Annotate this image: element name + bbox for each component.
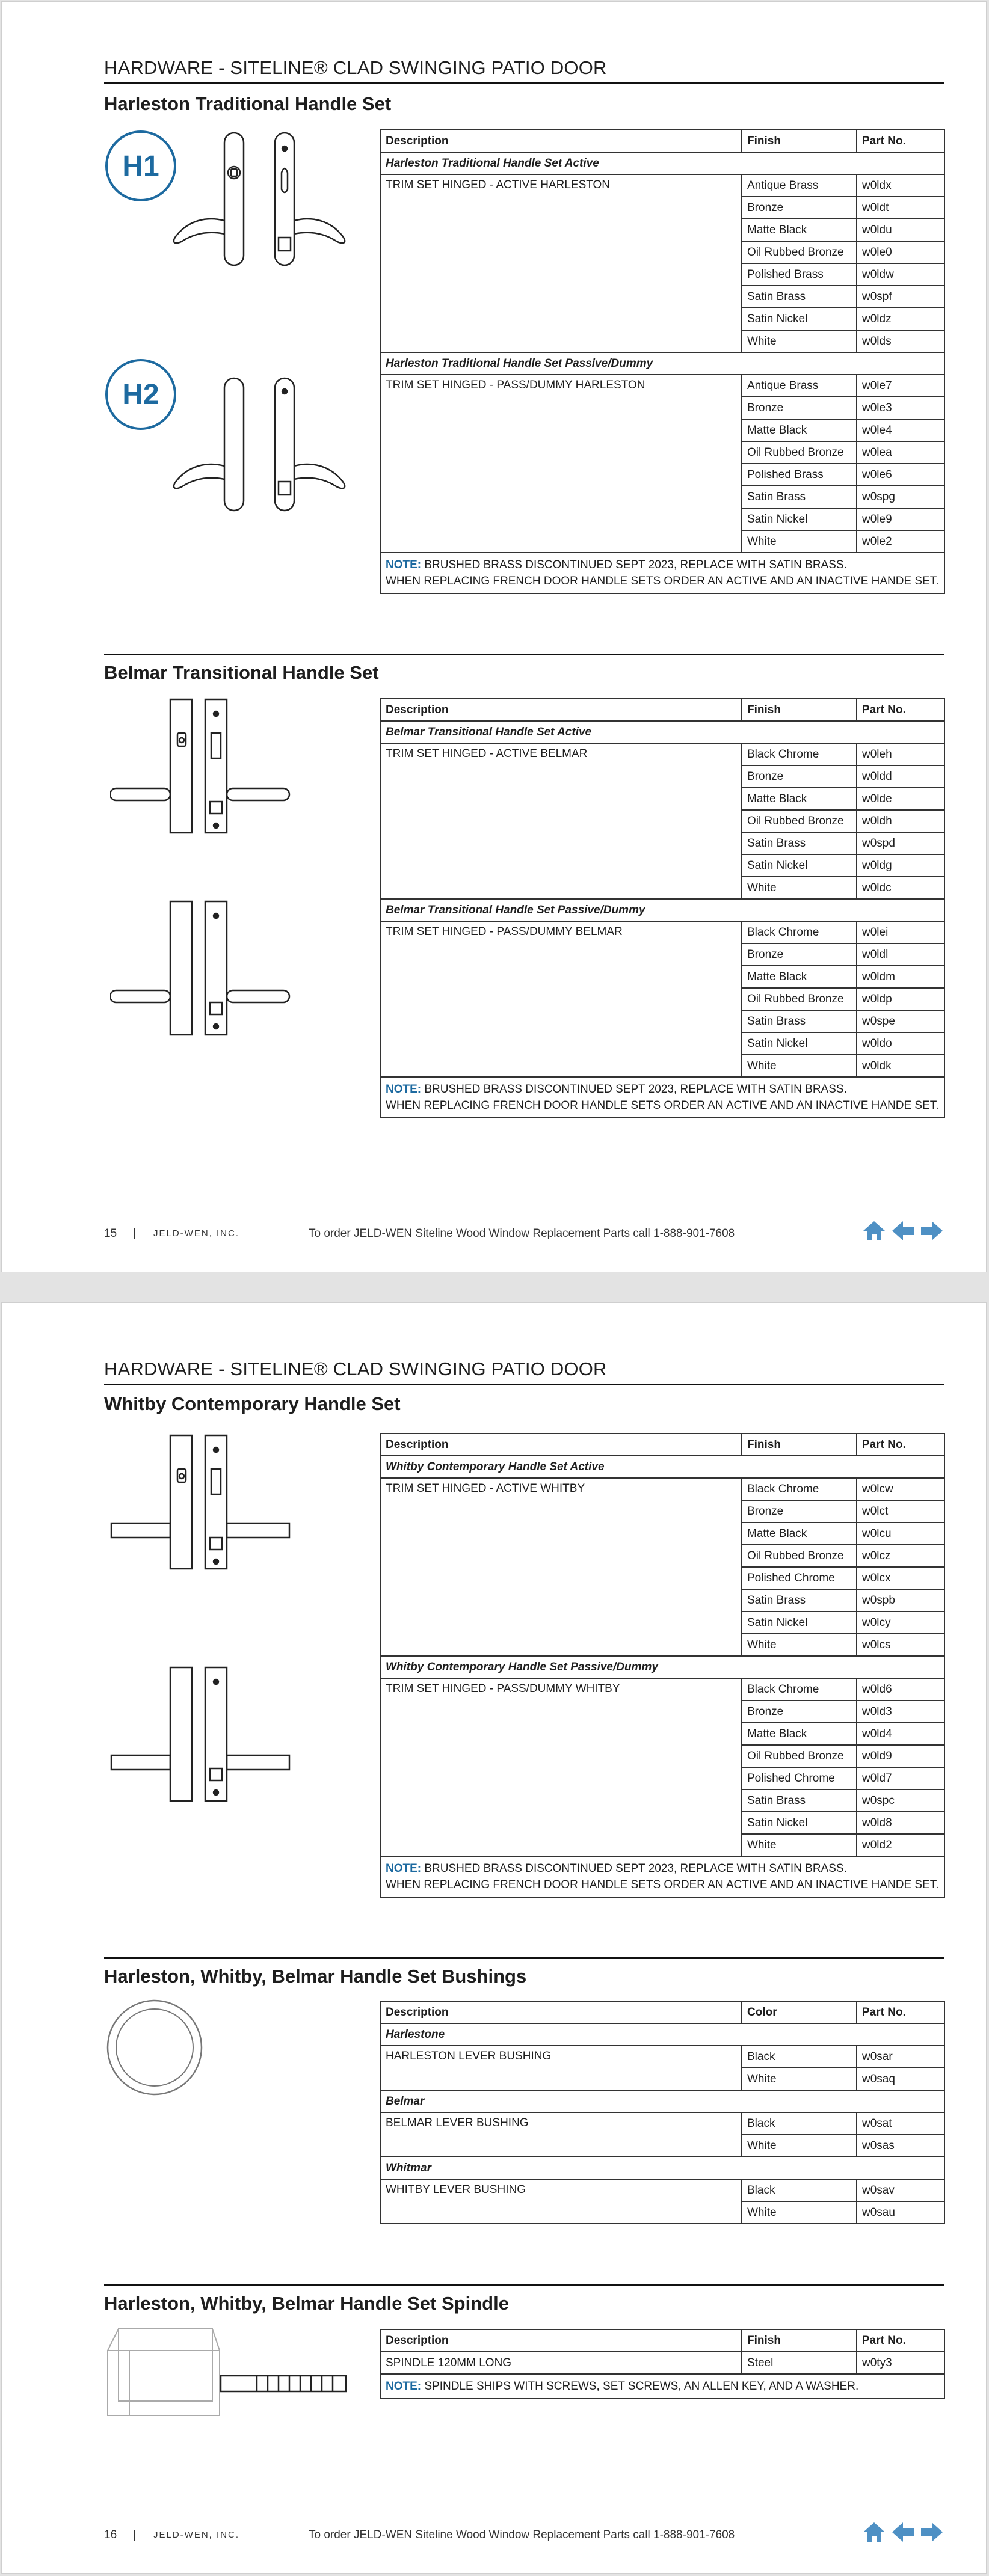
page-header: HARDWARE - SITELINE® CLAD SWINGING PATIO DOOR xyxy=(104,57,944,84)
finish-cell: Black Chrome xyxy=(742,743,857,765)
description-cell: TRIM SET HINGED - ACTIVE WHITBY xyxy=(380,1478,742,1656)
group-heading: Harleston Traditional Handle Set Passive/Dummy xyxy=(380,352,944,375)
section-divider xyxy=(104,654,944,655)
finish-cell: Matte Black xyxy=(742,1723,857,1745)
finish-cell: Polished Brass xyxy=(742,263,857,286)
finish-cell: Satin Nickel xyxy=(742,1612,857,1634)
part-number-cell: w0sav xyxy=(857,2179,944,2201)
part-number-cell: w0ldd xyxy=(857,765,944,788)
h2-badge: H2 xyxy=(105,359,176,430)
bushings-section-title: Harleston, Whitby, Belmar Handle Set Bushings xyxy=(104,1966,527,1987)
finish-cell: White xyxy=(742,1834,857,1856)
part-number-cell: w0lcy xyxy=(857,1612,944,1634)
color-cell: White xyxy=(742,2135,857,2157)
whitby-passive-handle-drawing xyxy=(110,1666,291,1805)
part-number-cell: w0lcx xyxy=(857,1567,944,1589)
part-number-cell: w0le7 xyxy=(857,375,944,397)
page-navigation xyxy=(862,2521,944,2543)
finish-cell: Satin Brass xyxy=(742,1789,857,1812)
part-number-cell: w0ld7 xyxy=(857,1767,944,1789)
part-number-cell: w0ldg xyxy=(857,854,944,877)
note-label: NOTE: xyxy=(386,1862,422,1875)
bushings-rows xyxy=(380,2023,944,2224)
part-number-cell: w0le3 xyxy=(857,397,944,419)
bushings-parts-table xyxy=(380,2001,945,2224)
color-cell: Black xyxy=(742,2112,857,2135)
part-number-cell: w0ld8 xyxy=(857,1812,944,1834)
finish-cell: Bronze xyxy=(742,765,857,788)
part-number-cell: w0ldk xyxy=(857,1055,944,1077)
finish-cell: Antique Brass xyxy=(742,174,857,197)
part-number-cell: w0ldx xyxy=(857,174,944,197)
spindle-section-title: Harleston, Whitby, Belmar Handle Set Spindle xyxy=(104,2293,509,2314)
part-number-cell: w0ldz xyxy=(857,308,944,330)
description-cell: WHITBY LEVER BUSHING xyxy=(380,2179,742,2224)
part-number-cell: w0spc xyxy=(857,1789,944,1812)
note-label: NOTE: xyxy=(386,1083,422,1096)
finish-cell: Steel xyxy=(742,2352,857,2374)
part-number-cell: w0lcs xyxy=(857,1634,944,1656)
color-cell: Black xyxy=(742,2046,857,2068)
description-header: Description xyxy=(380,1434,742,1456)
part-number-cell: w0ldp xyxy=(857,988,944,1010)
description-header: Description xyxy=(380,699,742,721)
finish-cell: Oil Rubbed Bronze xyxy=(742,1545,857,1567)
order-info: To order JELD-WEN Siteline Wood Window Replacement Parts call 1-888-901-7608 xyxy=(309,2528,735,2541)
part-number-cell: w0ldw xyxy=(857,263,944,286)
part-no-header: Part No. xyxy=(857,2001,944,2023)
finish-cell: Antique Brass xyxy=(742,375,857,397)
part-number-cell: w0le9 xyxy=(857,508,944,530)
description-cell: TRIM SET HINGED - ACTIVE HARLESTON xyxy=(380,174,742,352)
part-number-cell: w0saq xyxy=(857,2068,944,2090)
page-navigation xyxy=(862,1220,944,1242)
color-cell: White xyxy=(742,2068,857,2090)
finish-cell: Oil Rubbed Bronze xyxy=(742,441,857,464)
page-header: HARDWARE - SITELINE® CLAD SWINGING PATIO DOOR xyxy=(104,1358,944,1385)
part-number-cell: w0ldm xyxy=(857,966,944,988)
part-number-cell: w0ld3 xyxy=(857,1700,944,1723)
harleston-section-title: Harleston Traditional Handle Set xyxy=(104,93,392,114)
belmar-section-title: Belmar Transitional Handle Set xyxy=(104,662,379,683)
note-line-1: BRUSHED BRASS DISCONTINUED SEPT 2023, REPLACE WITH SATIN BRASS. xyxy=(421,1862,847,1875)
description-cell: BELMAR LEVER BUSHING xyxy=(380,2112,742,2157)
whitby-parts-table xyxy=(380,1433,945,1898)
finish-cell: Bronze xyxy=(742,1700,857,1723)
part-number-cell: w0ld6 xyxy=(857,1678,944,1700)
color-header: Color xyxy=(742,2001,857,2023)
finish-cell: Oil Rubbed Bronze xyxy=(742,241,857,263)
part-number-cell: w0le2 xyxy=(857,530,944,553)
part-number-cell: w0spe xyxy=(857,1010,944,1032)
finish-header: Finish xyxy=(742,130,857,152)
finish-cell: Satin Nickel xyxy=(742,1032,857,1055)
finish-cell: Polished Brass xyxy=(742,464,857,486)
table-note xyxy=(380,1856,944,1897)
table-note xyxy=(380,1077,944,1118)
belmar-active-rows xyxy=(380,721,944,899)
part-number-cell: w0ldu xyxy=(857,219,944,241)
finish-cell: Satin Brass xyxy=(742,1010,857,1032)
finish-header: Finish xyxy=(742,2329,857,2352)
finish-cell: Oil Rubbed Bronze xyxy=(742,810,857,832)
part-number-cell: w0le4 xyxy=(857,419,944,441)
company-name: JELD-WEN, INC. xyxy=(153,1228,240,1239)
part-number-cell: w0ldh xyxy=(857,810,944,832)
table-row xyxy=(380,1478,944,1500)
part-number-cell: w0spd xyxy=(857,832,944,854)
table-row xyxy=(380,2046,944,2068)
finish-cell: Oil Rubbed Bronze xyxy=(742,1745,857,1767)
finish-header: Finish xyxy=(742,1434,857,1456)
table-note xyxy=(380,553,944,593)
h1-badge: H1 xyxy=(105,130,176,201)
part-number-cell: w0ld9 xyxy=(857,1745,944,1767)
belmar-parts-table xyxy=(380,698,945,1118)
part-number-cell: w0sau xyxy=(857,2201,944,2224)
description-cell: TRIM SET HINGED - ACTIVE BELMAR xyxy=(380,743,742,899)
note-line-2: WHEN REPLACING FRENCH DOOR HANDLE SETS ORDER AN ACTIVE AND AN INACTIVE HANDE SET. xyxy=(386,1099,939,1112)
whitby-active-handle-drawing xyxy=(110,1434,291,1572)
table-row xyxy=(380,921,944,943)
description-cell: TRIM SET HINGED - PASS/DUMMY WHITBY xyxy=(380,1678,742,1856)
finish-cell: Satin Brass xyxy=(742,286,857,308)
part-number-cell: w0sat xyxy=(857,2112,944,2135)
finish-cell: White xyxy=(742,530,857,553)
home-icon[interactable] xyxy=(862,2521,886,2543)
previous-page-icon[interactable] xyxy=(891,1220,915,1242)
harleston-active-handle-drawing xyxy=(164,130,369,275)
note-label: NOTE: xyxy=(386,2380,422,2393)
part-number-cell: w0spf xyxy=(857,286,944,308)
spindle-drawing xyxy=(106,2326,347,2423)
finish-cell: Satin Nickel xyxy=(742,854,857,877)
description-cell: TRIM SET HINGED - PASS/DUMMY HARLESTON xyxy=(380,375,742,553)
table-row xyxy=(380,375,944,397)
part-number-cell: w0ldt xyxy=(857,197,944,219)
group-heading: Harleston Traditional Handle Set Active xyxy=(380,152,944,174)
group-heading: Belmar xyxy=(380,2090,944,2112)
description-header: Description xyxy=(380,2001,742,2023)
description-cell: TRIM SET HINGED - PASS/DUMMY BELMAR xyxy=(380,921,742,1077)
page-number: 15 xyxy=(104,1227,117,1240)
part-number-cell: w0lcz xyxy=(857,1545,944,1567)
order-info: To order JELD-WEN Siteline Wood Window Replacement Parts call 1-888-901-7608 xyxy=(309,1227,735,1240)
note-line-2: WHEN REPLACING FRENCH DOOR HANDLE SETS ORDER AN ACTIVE AND AN INACTIVE HANDE SET. xyxy=(386,1878,939,1891)
whitby-section-title: Whitby Contemporary Handle Set xyxy=(104,1393,401,1414)
part-number-cell: w0lea xyxy=(857,441,944,464)
color-cell: White xyxy=(742,2201,857,2224)
finish-cell: Satin Nickel xyxy=(742,1812,857,1834)
table-row xyxy=(380,174,944,197)
part-number-cell: w0sas xyxy=(857,2135,944,2157)
description-header: Description xyxy=(380,2329,742,2352)
finish-cell: Bronze xyxy=(742,943,857,966)
part-number-cell: w0lcu xyxy=(857,1523,944,1545)
color-cell: Black xyxy=(742,2179,857,2201)
part-number-cell: w0sar xyxy=(857,2046,944,2068)
part-number-cell: w0le6 xyxy=(857,464,944,486)
part-number-cell: w0ld2 xyxy=(857,1834,944,1856)
part-no-header: Part No. xyxy=(857,1434,944,1456)
finish-cell: Matte Black xyxy=(742,219,857,241)
next-page-icon[interactable] xyxy=(920,1220,944,1242)
next-page-icon[interactable] xyxy=(920,2521,944,2543)
table-row xyxy=(380,743,944,765)
catalog-page-16 xyxy=(1,1302,987,2574)
finish-cell: Oil Rubbed Bronze xyxy=(742,988,857,1010)
group-heading: Whitby Contemporary Handle Set Active xyxy=(380,1456,944,1478)
bushing-drawing xyxy=(105,1998,204,2097)
table-row xyxy=(380,2352,944,2374)
group-heading: Whitmar xyxy=(380,2157,944,2179)
table-note xyxy=(380,2374,944,2399)
finish-cell: Matte Black xyxy=(742,1523,857,1545)
footer-separator: | xyxy=(133,1227,136,1240)
part-number-cell: w0spg xyxy=(857,486,944,508)
harleston-parts-table xyxy=(380,129,945,594)
finish-cell: Satin Brass xyxy=(742,832,857,854)
description-cell: HARLESTON LEVER BUSHING xyxy=(380,2046,742,2090)
finish-cell: Black Chrome xyxy=(742,1678,857,1700)
spindle-note: SPINDLE SHIPS WITH SCREWS, SET SCREWS, AN ALLEN KEY, AND A WASHER. xyxy=(421,2380,859,2393)
finish-cell: Polished Chrome xyxy=(742,1567,857,1589)
part-no-header: Part No. xyxy=(857,2329,944,2352)
group-heading: Belmar Transitional Handle Set Passive/Dummy xyxy=(380,899,944,921)
part-number-cell: w0lei xyxy=(857,921,944,943)
whitby-passive-rows xyxy=(380,1656,944,1856)
part-number-cell: w0leh xyxy=(857,743,944,765)
group-heading: Whitby Contemporary Handle Set Passive/Dummy xyxy=(380,1656,944,1678)
harleston-passive-rows xyxy=(380,352,944,553)
part-number-cell: w0le0 xyxy=(857,241,944,263)
whitby-active-rows xyxy=(380,1456,944,1656)
part-number-cell: w0lds xyxy=(857,330,944,352)
finish-cell: Bronze xyxy=(742,1500,857,1523)
spindle-parts-table xyxy=(380,2329,945,2399)
finish-cell: Satin Brass xyxy=(742,1589,857,1612)
finish-cell: White xyxy=(742,1634,857,1656)
finish-cell: Polished Chrome xyxy=(742,1767,857,1789)
part-number-cell: w0ldl xyxy=(857,943,944,966)
finish-cell: Black Chrome xyxy=(742,1478,857,1500)
note-line-1: BRUSHED BRASS DISCONTINUED SEPT 2023, REPLACE WITH SATIN BRASS. xyxy=(421,559,847,571)
part-no-header: Part No. xyxy=(857,130,944,152)
finish-cell: Bronze xyxy=(742,397,857,419)
finish-cell: White xyxy=(742,1055,857,1077)
finish-cell: Matte Black xyxy=(742,419,857,441)
company-name: JELD-WEN, INC. xyxy=(153,2530,240,2540)
part-number-cell: w0lcw xyxy=(857,1478,944,1500)
note-line-1: BRUSHED BRASS DISCONTINUED SEPT 2023, REPLACE WITH SATIN BRASS. xyxy=(421,1083,847,1096)
section-divider xyxy=(104,2284,944,2286)
group-heading: Belmar Transitional Handle Set Active xyxy=(380,721,944,743)
part-number-cell: w0ty3 xyxy=(857,2352,944,2374)
finish-cell: White xyxy=(742,877,857,899)
finish-cell: White xyxy=(742,330,857,352)
part-number-cell: w0ldo xyxy=(857,1032,944,1055)
part-number-cell: w0lct xyxy=(857,1500,944,1523)
table-row xyxy=(380,2112,944,2135)
harleston-active-rows xyxy=(380,152,944,352)
finish-header: Finish xyxy=(742,699,857,721)
part-number-cell: w0spb xyxy=(857,1589,944,1612)
belmar-passive-handle-drawing xyxy=(110,900,291,1038)
footer-separator: | xyxy=(133,2528,136,2541)
finish-cell: Matte Black xyxy=(742,788,857,810)
finish-cell: Satin Nickel xyxy=(742,508,857,530)
catalog-page-15 xyxy=(1,1,987,1272)
description-cell: SPINDLE 120MM LONG xyxy=(380,2352,742,2374)
table-row xyxy=(380,1678,944,1700)
description-header: Description xyxy=(380,130,742,152)
part-number-cell: w0ldc xyxy=(857,877,944,899)
note-line-2: WHEN REPLACING FRENCH DOOR HANDLE SETS ORDER AN ACTIVE AND AN INACTIVE HANDE SET. xyxy=(386,575,939,587)
note-label: NOTE: xyxy=(386,559,422,571)
part-number-cell: w0ld4 xyxy=(857,1723,944,1745)
section-divider xyxy=(104,1957,944,1959)
finish-cell: Satin Nickel xyxy=(742,308,857,330)
part-no-header: Part No. xyxy=(857,699,944,721)
table-row xyxy=(380,2179,944,2201)
belmar-passive-rows xyxy=(380,899,944,1077)
finish-cell: Black Chrome xyxy=(742,921,857,943)
part-number-cell: w0lde xyxy=(857,788,944,810)
group-heading: Harlestone xyxy=(380,2023,944,2046)
finish-cell: Matte Black xyxy=(742,966,857,988)
home-icon[interactable] xyxy=(862,1220,886,1242)
finish-cell: Satin Brass xyxy=(742,486,857,508)
previous-page-icon[interactable] xyxy=(891,2521,915,2543)
page-number: 16 xyxy=(104,2528,117,2541)
harleston-passive-handle-drawing xyxy=(164,376,369,520)
finish-cell: Bronze xyxy=(742,197,857,219)
belmar-active-handle-drawing xyxy=(110,698,291,836)
